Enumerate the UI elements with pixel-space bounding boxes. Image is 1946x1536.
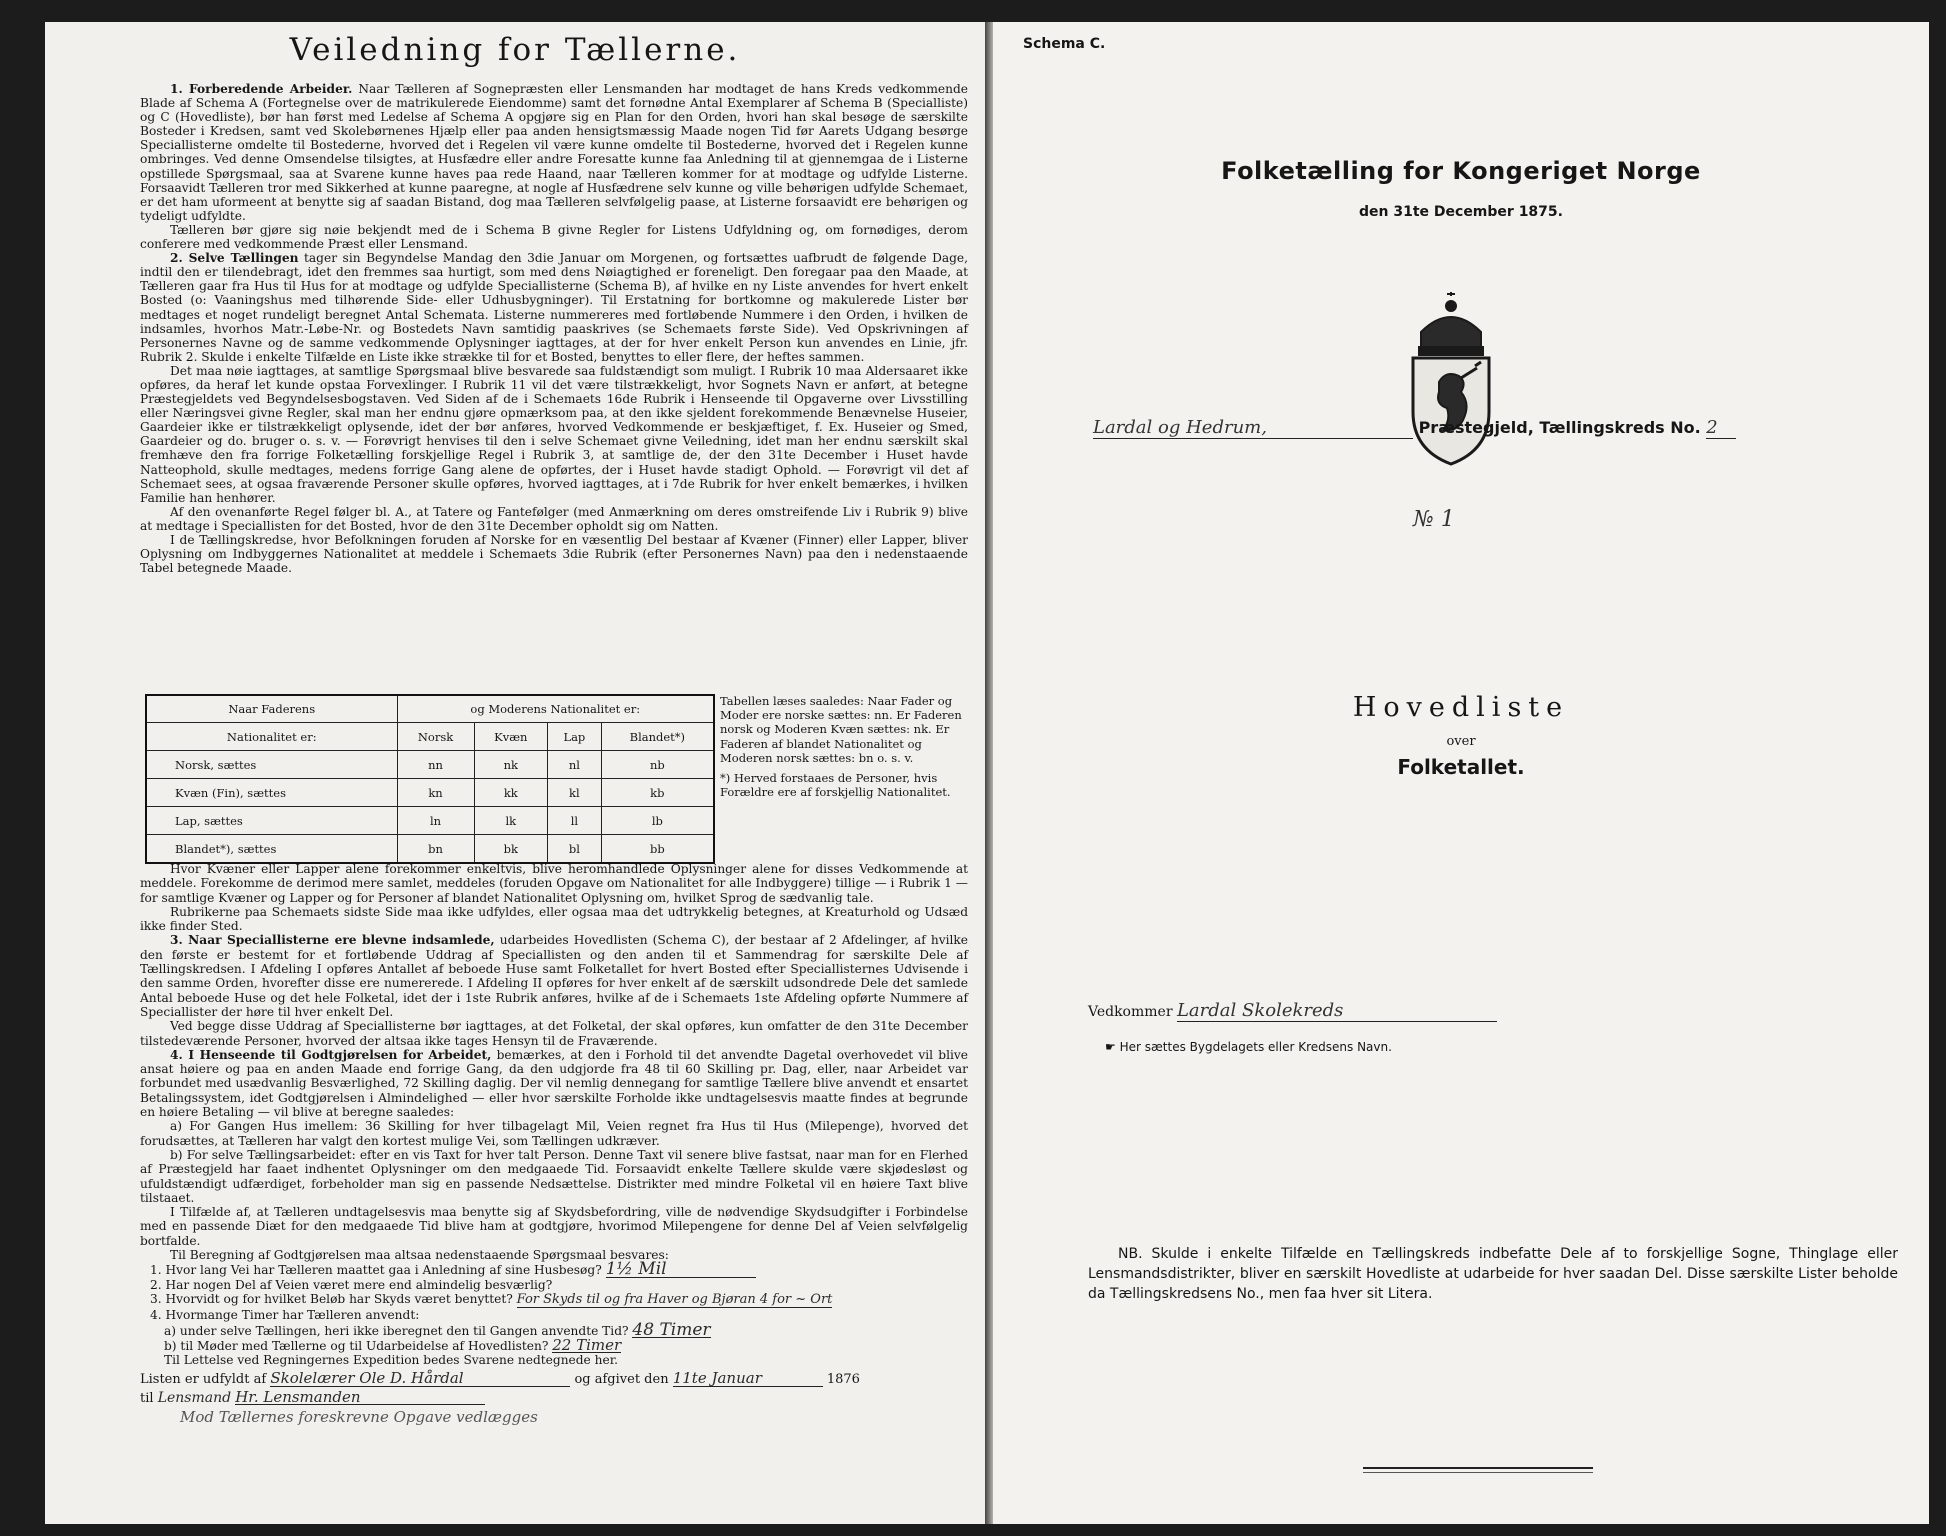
vedkommer-label: Vedkommer	[1088, 1004, 1173, 1020]
answer-1: 1½ Mil	[606, 1262, 756, 1277]
vedkommer-line	[1088, 1000, 1497, 1022]
section-4-text: bemærkes, at den i Forhold til det anvendte Dagetal overhovedet vil blive ansat høiere og paa en anden Maade end forrige Gang, da den udgjorde fra 48 til 60 Skilling pr. Dag, eller, naar Arbeidet var forbundet med usædvanlig Besværlighed, 72 Skilling daglig. Der vil nemlig dennegang for samtlige Tællere blive anvendt et ensartet Betalingssystem, idet Godtgjørelsen i Almindelighed — eller hvor særskilte Forholde ikke undtagelsesvis maatte findes at begrunde en høiere Betaling — vil blive at beregne saaledes:	[140, 1047, 968, 1120]
table-cell: nk	[474, 751, 548, 779]
section-1b-text: Tælleren bør gjøre sig nøie bekjendt med de i Schema B givne Regler for Listens Udfyldning og, om fornødiges, derom conferere med vedkommende Præst eller Lensmand.	[140, 222, 968, 252]
section-1-heading: 1. Forberedende Arbeider.	[170, 82, 353, 96]
section-2f-text: Rubrikerne paa Schemaets sidste Side maa ikke udfyldes, eller ogsaa maa det udtrykkelig betegnes, at Kreaturhold og Udsæd ikke finder Sted.	[140, 904, 968, 934]
left-page	[45, 22, 985, 1524]
census-date: den 31te December 1875.	[1359, 204, 1563, 220]
table-col-header: Kvæn	[474, 723, 548, 751]
pointing-hand-icon: ☛	[1105, 1040, 1116, 1054]
section-1-text: Naar Tælleren af Sognepræsten eller Lensmanden har modtaget de hans Kreds vedkommende Blade af Schema A (Fortegnelse over de matrikulerede Eiendomme) samt det fornødne Antal Exemplarer af Schema B (Specialliste) og C (Hovedliste), bør han først med Ledelse af Schema A opgjøre sig en Plan for den Orden, hvori han skal besøge de særskilte Bosteder i Kredsen, samt ved Skolebørnenes Hjælp eller paa anden hensigtsmæssig Maade nogen Tid før Aarets Udgang besørge Speciallisterne omdelte til Bostederne, hvorved det i Regelen vil være kunne omdelte til Bostederne, hvorved det i Regelen kunne ombringes. Ved denne Omsendelse tilsigtes, at Husfædre eller andre Foresatte kunne faa Anledning til at gjennemgaa de i Listerne opstillede Spørgsmaal, saa at Svarene kunne haves paa rede Haand, naar Tælleren kommer for at modtage og udfylde Listerne. Forsaavidt Tælleren tror med Sikkerhed at kunne paaregne, at nogle af Husfædrene selv kunne og ville behørigen udfylde Schemaet, er det ham uformeent at benytte sig af saadan Bistand, dog maa Tælleren selvfølgelig paase, at Listerne forsaavidt ere behørigen og tydeligt udfyldte.	[140, 82, 969, 223]
listen-name: Skolelærer Ole D. Hårdal	[270, 1371, 570, 1386]
table-head-father: Naar Faderens	[146, 695, 397, 723]
table-cell: bb	[601, 835, 714, 864]
instructions-text	[140, 82, 968, 575]
vedkommer-hint	[1105, 1040, 1392, 1054]
kreds-number: 2	[1706, 417, 1736, 439]
table-cell: nn	[397, 751, 474, 779]
table-side-note	[720, 694, 970, 799]
census-title: Folketælling for Kongeriget Norge	[1221, 157, 1701, 185]
folketallet-title: Folketallet.	[1397, 755, 1525, 779]
parish-name: Lardal og Hedrum,	[1093, 417, 1413, 439]
table-row	[146, 751, 714, 779]
question-4b: b) til Møder med Tællerne og til Udarbeidelse af Hovedlisten?	[164, 1338, 549, 1353]
section-4-heading: 4. I Henseende til Godtgjørelsen for Arbeidet,	[170, 1047, 492, 1062]
over-label: over	[1446, 734, 1476, 749]
table-cell: nb	[601, 751, 714, 779]
section-2-heading: 2. Selve Tællingen	[170, 251, 299, 266]
table-head-nat: Nationalitet er:	[146, 723, 397, 751]
table-reading-note: Tabellen læses saaledes: Naar Fader og Moder ere norske sættes: nn. Er Faderen norsk og Moderen Kvæn sættes: nk. Er Faderen af blandet Nationalitet og Moderen norsk sættes: bn o. s. v.	[720, 694, 962, 765]
year: 1876	[826, 1372, 860, 1388]
section-3-text: udarbeides Hovedlisten (Schema C), der bestaar af 2 Afdelinger, af hvilke den første er bestemt for et fortløbende Uddrag af Speciallisten og den anden til et Sammendrag for særskilte Dele af Tællingskredsen. I Afdeling I opføres Antallet af beboede Huse samt Folketallet for hvert Bosted efter Speciallisternes Udvisende i den samme Orden, hvorefter disse ere numererede. I Afdeling II opføres for hver enkelt af de særskilt udsondrede Dele det samlede Antal beboede Huse og det hele Folketal, idet der i 1ste Rubrik anføres, hvilke af de i Schemaets 1ste Afdeling opførte Nummere af Speciallister der høre til hver enkelt Del.	[140, 933, 969, 1019]
vedkommer-value: Lardal Skolekreds	[1177, 1000, 1497, 1022]
table-cell: lb	[601, 807, 714, 835]
question-2: 2. Har nogen Del af Veien været mere end almindelig besværlig?	[150, 1277, 553, 1292]
hovedliste-title: Hovedliste	[1352, 692, 1570, 723]
table-row	[146, 807, 714, 835]
table-col-header: Norsk	[397, 723, 474, 751]
table-row-label: Lap, sættes	[146, 807, 397, 835]
til-line	[140, 1387, 968, 1406]
afgivet-label: og afgivet den	[574, 1372, 669, 1388]
answer-4b: 22 Timer	[552, 1335, 622, 1354]
parish-label: Præstegjeld, Tællingskreds No.	[1418, 418, 1701, 437]
section-4b-text: b) For selve Tællingsarbeidet: efter en vis Taxt for hver talt Person. Denne Taxt vil senere blive fastsat, naar man for en Flerhed af Præstegjeld har faaet indhentet Oplysninger om den medgaaede Tid. Forsaavidt enkelte Tællere skulde være skjødesløst og ufuldstændigt udfærdiget, forbeholder man sig en passende Nedsættelse. Distrikter med mindre Folketal vil en høiere Taxt blive tilstaaet.	[140, 1147, 968, 1205]
til-label: til	[140, 1390, 154, 1406]
nb-text: NB. Skulde i enkelte Tilfælde en Tællingskreds indbefatte Dele af to forskjellige Sogne, Thinglage eller Lensmandsdistrikter, bliver en særskilt Hovedliste at udarbeide for hver saadan Del. Disse særskilte Lister beholde da Tællingskredsens No., men faa hver sit Litera.	[1088, 1246, 1898, 1302]
question-5: Til Lettelse ved Regningernes Expedition bedes Svarene nedtegnede her.	[164, 1353, 619, 1368]
section-2c-text: Af den ovenanførte Regel følger bl. A., at Tatere og Fantefølger (med Anmærkning om deres omstreifende Liv i Rubrik 9) blive at medtage i Speciallisten for det Bosted, hvor de den 31te December opholdt sig om Natten.	[140, 504, 968, 533]
til-name: Hr. Lensmanden	[235, 1390, 485, 1405]
table-cell: kn	[397, 779, 474, 807]
table-head-mother: og Moderens Nationalitet er:	[397, 695, 714, 723]
footer-rule	[1363, 1467, 1593, 1469]
answer-4a: 48 Timer	[632, 1319, 711, 1340]
section-3b-text: Ved begge disse Uddrag af Speciallisterne bør iagttages, at det Folketal, der skal opføres, kun omfatter de den 31te December tilstedeværende Personer, hvorved der altsaa ikke tages Hensyn til de Fraværende.	[140, 1019, 968, 1048]
schema-label: Schema C.	[1023, 36, 1106, 52]
table-col-header: Blandet*)	[601, 723, 714, 751]
left-page-title: Veiledning for Tællerne.	[289, 32, 741, 68]
section-4c-text: I Tilfælde af, at Tælleren undtagelsesvis maa benytte sig af Skydsbefordring, ville de nødvendige Skydsudgifter i Forbindelse med en passende Diæt for den medgaaede Tid blive ham at godtgjøre, hvorimod Milepengene for denne Del af Veien selvfølgelig bortfalde.	[140, 1205, 968, 1248]
table-cell: bl	[548, 835, 602, 864]
nationality-table	[145, 694, 715, 864]
parish-line	[1093, 417, 1736, 439]
table-cell: ln	[397, 807, 474, 835]
til-lensmand: Lensmand	[157, 1389, 232, 1406]
question-4a: a) under selve Tællingen, heri ikke iberegnet den til Gangen anvendte Tid?	[164, 1323, 629, 1338]
norway-coat-of-arms-icon	[1391, 292, 1511, 467]
question-3: 3. Hvorvidt og for hvilket Beløb har Skyds været benyttet?	[150, 1291, 513, 1306]
table-col-header: Lap	[548, 723, 602, 751]
table-cell: ll	[548, 807, 602, 835]
table-row-label: Blandet*), sættes	[146, 835, 397, 864]
table-cell: lk	[474, 807, 548, 835]
questions-block	[140, 1259, 968, 1368]
table-cell: kk	[474, 779, 548, 807]
section-2-text: tager sin Begyndelse Mandag den 3die Januar om Morgenen, og fortsættes uafbrudt de følgende Dage, indtil den er tilendebragt, idet den fremmes saa hurtigt, som med dens Nøiagtighed er foreneligt. Den foregaar paa den Maade, at Tælleren gaar fra Hus til Hus for at modtage og udfylde Speciallisterne (Schema B), af hvilke en ny Liste anvendes for hvert enkelt Bosted (o: Vaaningshus med tilhørende Side- eller Udhusbygninger). Til Erstatning for bortkomne og makulerede Lister bør medtages et noget rundeligt beregnet Antal Schemata. Listerne nummereres med fortløbende Nummere i den Orden, i hvilken de indsamles, hvorhos Matr.-Løbe-Nr. og Bostedets Navn samtidig paaskrives (se Schemaets første Side). Ved Opskrivningen af Personernes Navne og de samme vedkommende Oplysninger iagttages, at der for hver enkelt Person kun anvendes en Linie, jfr. Rubrik 2. Skulde i enkelte Tilfælde en Liste ikke strække til for et Bosted, benyttes to eller flere, der heftes sammen.	[140, 251, 969, 364]
section-2d-text: I de Tællingskredse, hvor Befolkningen foruden af Norske for en væsentlig Del bestaar af Kvæner (Finner) eller Lapper, bliver Oplysning om Indbyggernes Nationalitet at meddele i Schemaets 3die Rubrik (efter Personernes Navn) paa den i nedenstaaende Tabel betegnede Maade.	[140, 533, 968, 576]
table-cell: nl	[548, 751, 602, 779]
section-4d-text: Til Beregning af Godtgjørelsen maa altsaa nedenstaaende Spørgsmaal besvares:	[170, 1248, 669, 1263]
footer-rule-thin	[1363, 1472, 1593, 1473]
table-cell: kl	[548, 779, 602, 807]
table-cell: kb	[601, 779, 714, 807]
table-row	[146, 779, 714, 807]
question-4: 4. Hvormange Timer har Tælleren anvendt:	[150, 1308, 420, 1323]
table-cell: bn	[397, 835, 474, 864]
section-2b-text: Det maa nøie iagttages, at samtlige Spørgsmaal blive besvarede saa fuldstændigt som muligt. I Rubrik 10 maa Aldersaaret ikke opføres, da heraf let kunde opstaa Forvexlinger. I Rubrik 11 vil det være tilstrækkeligt, hvor Sognets Navn er anført, at betegne Præstegjeldets ved Begyndelsesbogstaven. Ved Siden af de i Schemaets 16de Rubrik i Henseende til Opgaverne over Livsstilling eller Næringsvei givne Regler, skal man her endnu gjøre opmærksom paa, at den ikke sjeldent forekommende Benævnelse Huseier, Gaardeier ikke er tilstrækkeligt oplysende, idet der bør anføres, hvorved Vedkommende er beskjæftiget, f. Ex. Huseier og Smed, Gaardeier og do. bruger o. s. v. — Forøvrigt henvises til den i selve Schemaet givne Veiledning, idet man her endnu særskilt skal fremhæve den fra forrige Folketælling forskjellige Regel i Rubrik 3, at samtlige de, der den 31te December i Huset havde Natteophold, skulle medtages, medens forrige Gang alene de opførtes, der i Huset havde stadigt Ophold. — Forøvrigt vil det af Schemaet sees, at ogsaa fraværende Personer skulle opføres, hvorved iagttages, at i 7de Rubrik for hver enkelt bemærkes, i hvilken Familie han henhører.	[140, 363, 968, 505]
table-cell: bk	[474, 835, 548, 864]
section-4a-text: a) For Gangen Hus imellem: 36 Skilling for hver tilbagelagt Mil, Veien regnet fra Hus til Hus (Milepenge), hvorved det forudsættes, at Tælleren har valgt den kortest mulige Vei, som Tællingen udkræver.	[140, 1119, 968, 1148]
answer-3: For Skyds til og fra Haver og Bjøran 4 for ~ Ort	[516, 1291, 833, 1307]
nb-note	[1088, 1244, 1898, 1304]
handwritten-note: Mod Tællernes foreskrevne Opgave vedlægges	[180, 1407, 538, 1426]
hint-text: Her sættes Bygdelagets eller Kredsens Navn.	[1119, 1040, 1392, 1054]
list-number: № 1	[1413, 507, 1455, 532]
section-2e-text: Hvor Kvæner eller Lapper alene forekommer enkeltvis, blive heromhandlede Oplysninger alene for disses Vedkommende at meddele. Forekomme de derimod mere samlet, meddeles (foruden Opgave om Nationalitet for alle Indbyggere) tillige — i Rubrik 1 — for samtlige Kvæner og Lapper og for Personer af blandet Nationalitet Oplysning om, hvilket Sprog de sædvanlig tale.	[140, 862, 968, 905]
table-row	[146, 835, 714, 864]
instructions-text-lower	[140, 862, 968, 1424]
right-page	[993, 22, 1929, 1524]
listen-label: Listen er udfyldt af	[140, 1372, 267, 1388]
signature-line	[140, 1371, 968, 1387]
afgivet-date: 11te Januar	[673, 1371, 823, 1386]
table-footnote: *) Herved forstaaes de Personer, hvis Forældre ere af forskjellig Nationalitet.	[720, 771, 951, 800]
question-1: 1. Hvor lang Vei har Tælleren maattet gaa i Anledning af sine Husbesøg?	[150, 1263, 602, 1278]
section-3-heading: 3. Naar Speciallisterne ere blevne indsamlede,	[170, 933, 495, 948]
table-row-label: Kvæn (Fin), sættes	[146, 779, 397, 807]
table-row-label: Norsk, sættes	[146, 751, 397, 779]
